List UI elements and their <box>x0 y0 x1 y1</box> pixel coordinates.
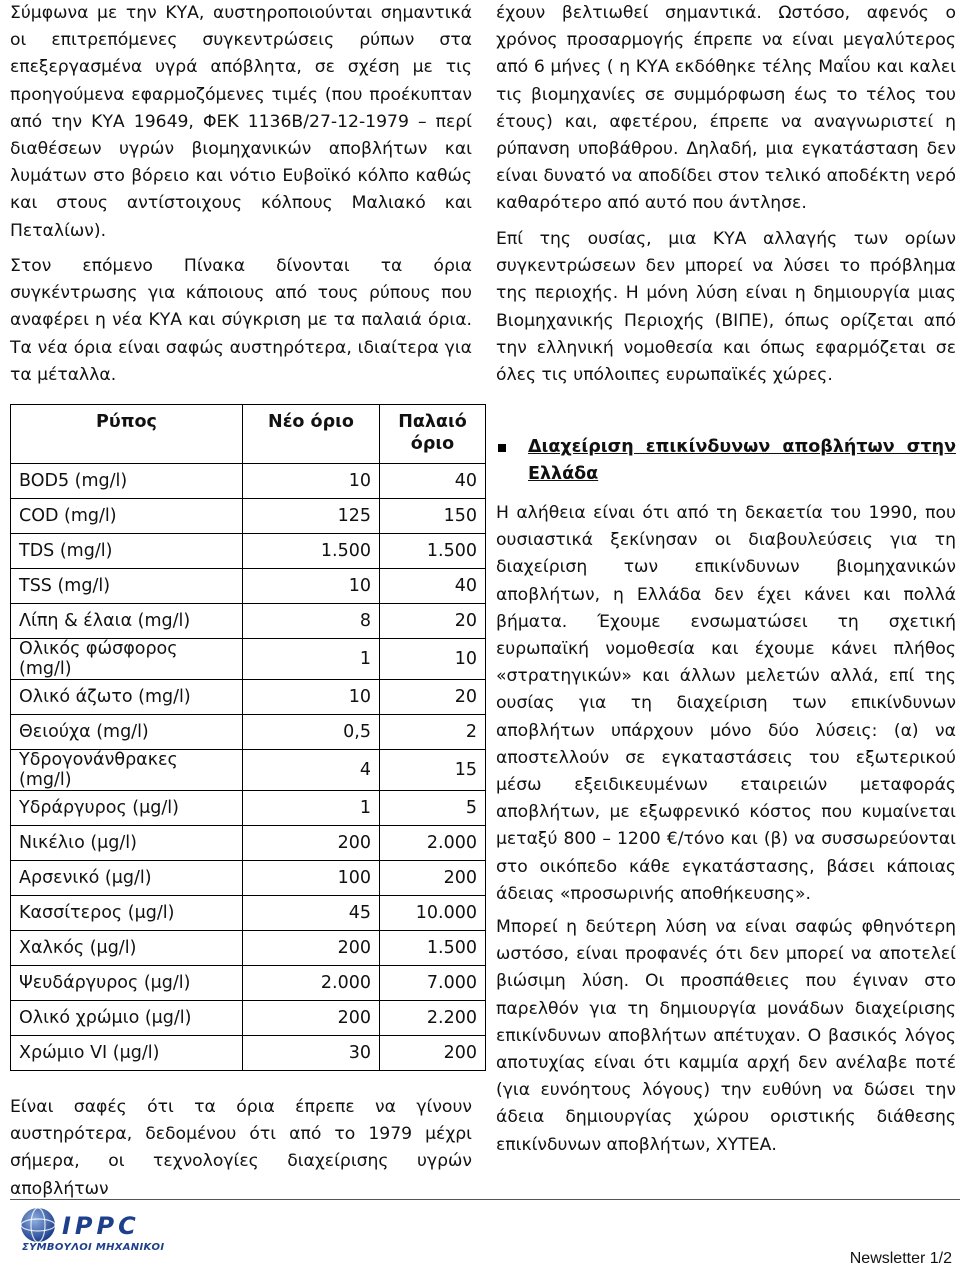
table-row <box>11 861 486 896</box>
table-row <box>11 639 486 680</box>
new-limit-cell: 10 <box>243 464 380 499</box>
table-row <box>11 569 486 604</box>
new-limit-cell: 2.000 <box>243 966 380 1001</box>
old-limit-cell: 200 <box>380 1036 486 1071</box>
pollutant-name-cell: Χαλκός (μg/l) <box>11 931 243 966</box>
table-row <box>11 931 486 966</box>
table-intro-paragraph: Στον επόμενο Πίνακα δίνονται τα όρια συγκέντρωσης για κάποιους από τους ρύπους που αναφέρει η νέα ΚΥΑ και σύγκριση με τα παλαιά όρια. Τα νέα όρια είναι σαφώς αυστηρότερα, ιδιαίτερα για τα μέταλλα. <box>10 256 472 385</box>
table-row <box>11 1036 486 1071</box>
old-limit-cell: 1.500 <box>380 534 486 569</box>
table-row <box>11 464 486 499</box>
pollutant-name-cell: Αρσενικό (μg/l) <box>11 861 243 896</box>
new-limit-cell: 30 <box>243 1036 380 1071</box>
section-heading-text: Διαχείριση επικίνδυνων αποβλήτων στην Ελλάδα <box>528 437 956 484</box>
pollutant-name-cell: Ολικό άζωτο (mg/l) <box>11 680 243 715</box>
new-limit-cell: 200 <box>243 826 380 861</box>
header-old-limit: Παλαιό όριο <box>380 405 486 464</box>
pollutant-name-cell: COD (mg/l) <box>11 499 243 534</box>
pollutant-name-cell: Κασσίτερος (μg/l) <box>11 896 243 931</box>
logo-text: IPPC <box>62 1212 140 1240</box>
old-limit-cell: 2.000 <box>380 826 486 861</box>
new-limit-cell: 10 <box>243 680 380 715</box>
pollutant-name-cell: Λίπη & έλαια (mg/l) <box>11 604 243 639</box>
old-limit-cell: 40 <box>380 464 486 499</box>
newsletter-page-label: Newsletter 1/2 <box>849 1250 952 1267</box>
new-limit-cell: 4 <box>243 750 380 791</box>
old-limit-cell: 40 <box>380 569 486 604</box>
new-limit-cell: 200 <box>243 931 380 966</box>
table-row <box>11 826 486 861</box>
new-limit-cell: 45 <box>243 896 380 931</box>
table-row <box>11 604 486 639</box>
pollutant-name-cell: TDS (mg/l) <box>11 534 243 569</box>
new-limit-cell: 1 <box>243 639 380 680</box>
old-limit-cell: 1.500 <box>380 931 486 966</box>
old-limit-cell: 150 <box>380 499 486 534</box>
header-new-limit: Νέο όριο <box>243 405 380 464</box>
section-heading <box>496 434 956 488</box>
new-limit-cell: 0,5 <box>243 715 380 750</box>
second-solution-paragraph: Μπορεί η δεύτερη λύση να είναι σαφώς φθηνότερη ωστόσο, είναι προφανές ότι δεν μπορεί να αποτελεί βιώσιμη λύση. Οι προσπάθειες που έγιναν στο παρελθόν για τη δημιουργία μονάδων διαχείρισης επικίνδυνων αποβλήτων απέτυχαν. Ο βασικός λόγος αποτυχίας είναι ότι καμμία αρχή δεν ανέλαβε ποτέ (για ευνόητους λόγους) την ευθύνη να δώσει την άδεια δημιουργίας χώρου οριστικής διάθεσης επικίνδυνων αποβλήτων, ΧΥΤΕΑ. <box>496 917 956 1155</box>
table-row <box>11 534 486 569</box>
ippc-logo <box>18 1206 178 1266</box>
table-row <box>11 791 486 826</box>
pollutant-name-cell: Υδράργυρος (μg/l) <box>11 791 243 826</box>
continuation-paragraph: έχουν βελτιωθεί σημαντικά. Ωστόσο, αφενός ο χρόνος προσαρμογής έπρεπε να είναι μεγαλύτερος από 6 μήνες ( η ΚΥΑ εκδόθηκε τέλης Μαΐου και καλει τις βιομηχανίες σε συμμόρφωση έως το τέλος του έτους) και, αφετέρου, έπρεπε να αναγνωριστεί η ρύπανση υποβάθρου. Δηλαδή, μια εγκατάσταση δεν είναι δυνατό να αποδίδει στον τελικό αποδέκτη νερό καθαρότερο από αυτό που άντλησε. <box>496 3 956 214</box>
pollutant-name-cell: Ολικό χρώμιο (μg/l) <box>11 1001 243 1036</box>
header-pollutant: Ρύπος <box>11 405 243 464</box>
table-row <box>11 715 486 750</box>
old-limit-cell: 2.200 <box>380 1001 486 1036</box>
table-row <box>11 680 486 715</box>
table-header-row <box>11 405 486 464</box>
new-limit-cell: 1 <box>243 791 380 826</box>
new-limit-cell: 1.500 <box>243 534 380 569</box>
table-row <box>11 1001 486 1036</box>
pollutant-name-cell: Υδρογονάνθρακες (mg/l) <box>11 750 243 791</box>
new-limit-cell: 125 <box>243 499 380 534</box>
table-row <box>11 750 486 791</box>
logo-subtitle: ΣΥΜΒΟΥΛΟΙ ΜΗΧΑΝΙΚΟΙ <box>22 1242 165 1253</box>
old-limit-cell: 2 <box>380 715 486 750</box>
old-limit-cell: 10.000 <box>380 896 486 931</box>
footer-divider <box>10 1199 960 1200</box>
table-body <box>11 464 486 1071</box>
new-limit-cell: 100 <box>243 861 380 896</box>
table-row <box>11 966 486 1001</box>
square-bullet-icon <box>498 444 506 452</box>
old-limit-cell: 10 <box>380 639 486 680</box>
table-row <box>11 896 486 931</box>
new-limit-cell: 200 <box>243 1001 380 1036</box>
hazardous-waste-paragraph: Η αλήθεια είναι ότι από τη δεκαετία του 1990, που ουσιαστικά ξεκίνησαν οι διαβουλεύσεις για τη διαχείριση των επικίνδυνων βιομηχανικών αποβλήτων, η Ελλάδα δεν έχει κάνει και πολλά βήματα. Έχουμε ενσωματώσει τη σχετική ευρωπαϊκή νομοθεσία και έχουμε κάνει πλήθος «στρατηγικών» και άλλων μελετών αλλά, επί της ουσίας για τη διαχείριση των επικίνδυνων αποβλήτων υπάρχουν μόνο δύο λύσεις: (α) να αποστελλούν σε εγκαταστάσεις του εξωτερικού μέσω εξειδικευμένων εταιρειών μεταφοράς αποβλήτων, με εξωφρενικό κόστος που κυμαίνεται μεταξύ 800 – 1200 €/τόνο και (β) να συσσωρεύονται στο οικόπεδο κάθε εγκατάστασης, βάσει κάποιας άδειας «προσωρινής αποθήκευσης». <box>496 503 956 904</box>
industrial-area-paragraph: Επί της ουσίας, μια ΚΥΑ αλλαγής των ορίων συγκεντρώσεων δεν μπορεί να λύσει το πρόβλημα της περιοχής. Η μόνη λύση είναι η δημιουργία μιας Βιομηχανικής Περιοχής (ΒΙΠΕ), όπως ορίζεται από την ελληνική νομοθεσία και όπως εφαρμόζεται σε όλες τις υπόλοιπες ευρωπαϊκές χώρες. <box>496 229 956 386</box>
pollutant-name-cell: Χρώμιο VI (μg/l) <box>11 1036 243 1071</box>
pollutant-name-cell: Ολικός φώσφορος (mg/l) <box>11 639 243 680</box>
pollutant-limits-table <box>10 404 486 1071</box>
pollutant-name-cell: Νικέλιο (μg/l) <box>11 826 243 861</box>
new-limit-cell: 8 <box>243 604 380 639</box>
pollutant-name-cell: Ψευδάργυρος (μg/l) <box>11 966 243 1001</box>
old-limit-cell: 15 <box>380 750 486 791</box>
old-limit-cell: 7.000 <box>380 966 486 1001</box>
new-limit-cell: 10 <box>243 569 380 604</box>
old-limit-cell: 20 <box>380 680 486 715</box>
pollutant-name-cell: BOD5 (mg/l) <box>11 464 243 499</box>
conclusion-paragraph: Είναι σαφές ότι τα όρια έπρεπε να γίνουν αυστηρότερα, δεδομένου ότι από το 1979 μέχρι σήμερα, οι τεχνολογίες διαχείρισης υγρών αποβλήτων <box>10 1097 472 1199</box>
globe-icon <box>18 1206 62 1246</box>
table-row <box>11 499 486 534</box>
old-limit-cell: 5 <box>380 791 486 826</box>
pollutant-name-cell: Θειούχα (mg/l) <box>11 715 243 750</box>
old-limit-cell: 200 <box>380 861 486 896</box>
pollutant-name-cell: TSS (mg/l) <box>11 569 243 604</box>
old-limit-cell: 20 <box>380 604 486 639</box>
intro-paragraph: Σύμφωνα με την ΚΥΑ, αυστηροποιούνται σημαντικά οι επιτρεπόμενες συγκεντρώσεις ρύπων στα επεξεργασμένα υγρά απόβλητα, σε σχέση με τις προηγούμενα εφαρμοζόμενες τιμές (που προέκυπταν από την ΚΥΑ 19649, ΦΕΚ 1136Β/27-12-1979 – περί διαθέσεων υγρών βιομηχανικών αποβλήτων και λυμάτων στο βόρειο και νότιο Ευβοϊκό κόλπο καθώς και στους αντίστοιχους κόλπους Μαλιακό και Πεταλίων). <box>10 3 472 241</box>
